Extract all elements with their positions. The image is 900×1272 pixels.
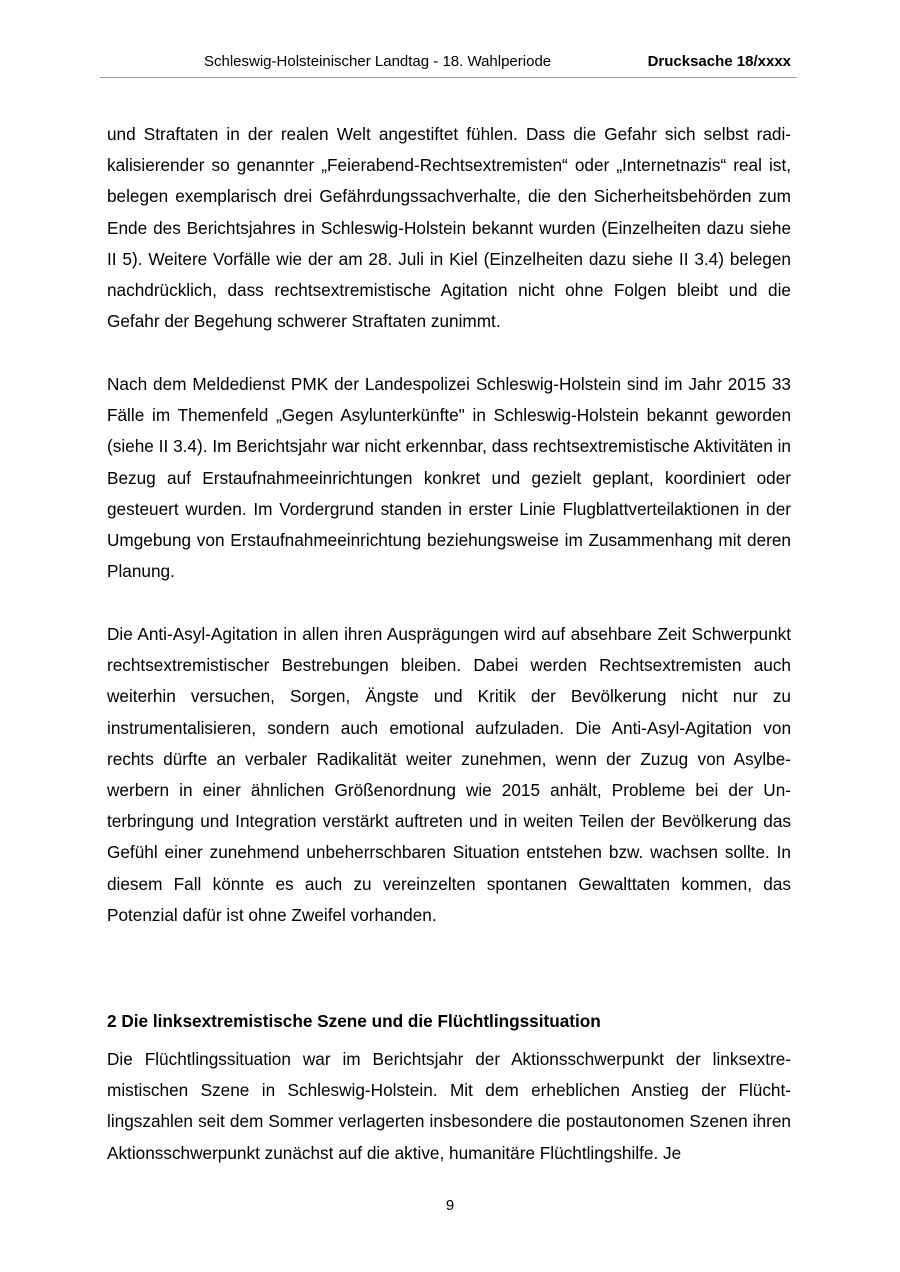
- paragraph: Die Anti-Asyl-Agitation in allen ihren Ausprägungen wird auf absehbare Zeit Schwerpunkt rechtsextremistischer Bestrebungen bleiben. Dabei werden Rechtsextremisten auch weiterhin versuchen, Sorgen, Ängste und Kritik der Bevölkerung nicht nur zu instrumentalisieren, sondern auch emotional aufzuladen. Die Anti-Asyl-Agitation von rechts dürfte an verbaler Radikalität weiter zunehmen, wenn der Zuzug von Asylbewerbern in einer ähnlichen Größenordnung wie 2015 anhält, Probleme bei der Unterbringung und Integration verstärkt auftreten und in weiten Teilen der Bevölkerung das Gefühl einer zunehmend unbeherrschbaren Situation entstehen bzw. wachsen sollte. In diesem Fall könnte es auch zu vereinzelten spontanen Gewalttaten kommen, das Potenzial dafür ist ohne Zweifel vorhanden.: [107, 624, 791, 925]
- page-number: 9: [445, 1197, 455, 1214]
- paragraph: und Straftaten in der realen Welt angestiftet fühlen. Dass die Gefahr sich selbst radikalisierender so genannter „Feierabend-Rechtsextremisten“ oder „Internetnazis“ real ist, belegen exemplarisch drei Gefährdungssachverhalte, die den Sicherheitsbehörden zum Ende des Berichtsjahres in Schleswig-Holstein bekannt wurden (Einzelheiten dazu siehe II 5). Weitere Vorfälle wie der am 28. Juli in Kiel (Einzelheiten dazu siehe II 3.4) belegen nachdrücklich, dass rechtsextremistische Agitation nicht ohne Folgen bleibt und die Gefahr der Begehung schwerer Straftaten zunimmt.: [107, 124, 791, 332]
- paragraph: Die Flüchtlingssituation war im Berichtsjahr der Aktionsschwerpunkt der linksextremistischen Szene in Schleswig-Holstein. Mit dem erheblichen Anstieg der Flüchtlingszahlen seit dem Sommer verlagerten insbesondere die postautonomen Szenen ihren Aktionsschwerpunkt zunächst auf die aktive, humanitäre Flüchtlingshilfe. Je: [107, 1049, 791, 1163]
- paragraph: Nach dem Meldedienst PMK der Landespolizei Schleswig-Holstein sind im Jahr 2015 33 Fälle im Themenfeld „Gegen Asylunterkünfte" in Schleswig-Holstein bekannt geworden (siehe II 3.4). Im Berichtsjahr war nicht erkennbar, dass rechtsextremistische Aktivitäten in Bezug auf Erstaufnahmeeinrichtungen konkret und gezielt geplant, koordiniert oder gesteuert wurden. Im Vordergrund standen in erster Linie Flugblattverteilaktionen in der Umgebung von Erstaufnahmeeinrichtung beziehungsweise im Zusammenhang mit deren Planung.: [107, 374, 791, 582]
- page-header: [100, 52, 797, 78]
- document-number: Drucksache 18/xxxx: [647, 53, 791, 70]
- section-heading: 2 Die linksextremistische Szene und die Flüchtlingssituation: [107, 1011, 601, 1031]
- header-title: Schleswig-Holsteinischer Landtag - 18. Wahlperiode: [204, 53, 552, 70]
